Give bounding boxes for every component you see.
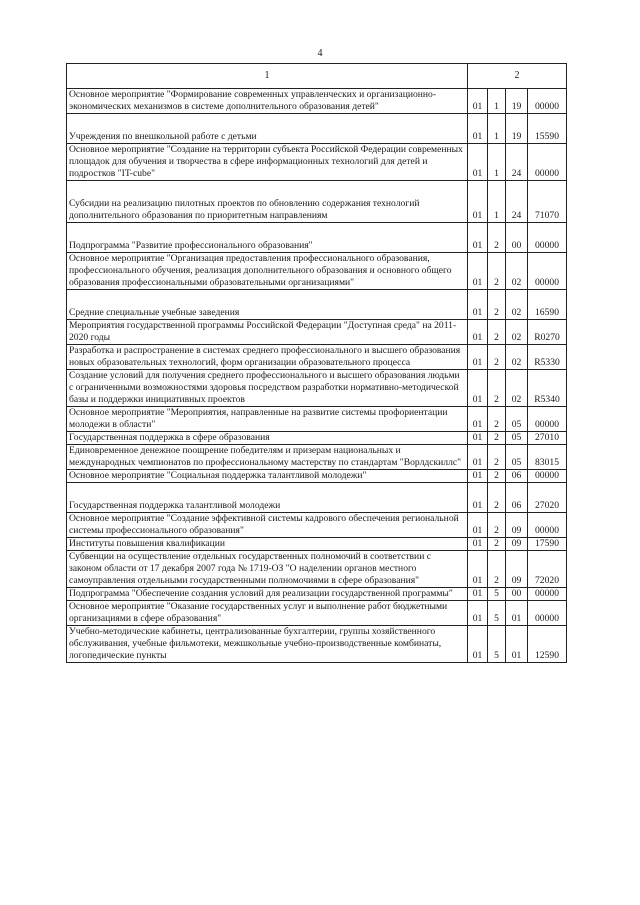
table-row bbox=[67, 601, 567, 626]
row-code-c1: 01 bbox=[468, 223, 488, 253]
row-code-c4: 00000 bbox=[528, 223, 567, 253]
row-code-c1: 01 bbox=[468, 114, 488, 144]
row-code-c3: 19 bbox=[506, 89, 528, 114]
row-code-c3: 01 bbox=[506, 601, 528, 626]
row-code-c2: 2 bbox=[488, 445, 506, 470]
row-name-text: Средние специальные учебные заведения bbox=[69, 307, 240, 318]
table-row bbox=[67, 253, 567, 290]
page-number: 4 bbox=[317, 48, 323, 59]
table-row bbox=[67, 223, 567, 253]
row-code-c4: 17590 bbox=[528, 538, 567, 551]
row-name: Учебно-методические кабинеты, централизованные бухгалтерии, группы хозяйственного обслуживания, учебные фильмотеки, межшкольные учебно-производственные комбинаты, логопедические пункты bbox=[67, 626, 468, 663]
row-code-c1: 01 bbox=[468, 181, 488, 223]
row-code-c1: 01 bbox=[468, 370, 488, 407]
row-code-c3: 24 bbox=[506, 181, 528, 223]
row-code-c3: 02 bbox=[506, 320, 528, 345]
row-code-c1: 01 bbox=[468, 144, 488, 181]
row-code-c1: 01 bbox=[468, 345, 488, 370]
budget-classification-table bbox=[66, 63, 567, 663]
row-code-c3: 00 bbox=[506, 588, 528, 601]
row-code-c1: 01 bbox=[468, 253, 488, 290]
table-row bbox=[67, 89, 567, 114]
row-name: Субвенции на осуществление отдельных государственных полномочий в соответствии с законом области от 17 декабря 2007 года № 1719-ОЗ "О наделении органов местного самоуправления отдельными государственными полномочиями в сфере образования" bbox=[67, 551, 468, 588]
row-code-c4: 16590 bbox=[528, 290, 567, 320]
row-code-c3: 19 bbox=[506, 114, 528, 144]
row-code-c1: 01 bbox=[468, 89, 488, 114]
table-row bbox=[67, 181, 567, 223]
table-row bbox=[67, 470, 567, 483]
row-code-c4: 27020 bbox=[528, 483, 567, 513]
row-code-c4: R0270 bbox=[528, 320, 567, 345]
row-spacer bbox=[69, 483, 465, 500]
row-spacer bbox=[69, 290, 465, 307]
row-name: Мероприятия государственной программы Российской Федерации "Доступная среда" на 2011-2020 годы bbox=[67, 320, 468, 345]
row-code-c4: 00000 bbox=[528, 601, 567, 626]
row-code-c4: 12590 bbox=[528, 626, 567, 663]
row-spacer bbox=[69, 181, 465, 198]
header-col-1: 1 bbox=[67, 64, 468, 89]
row-code-c4: 00000 bbox=[528, 513, 567, 538]
row-code-c2: 1 bbox=[488, 114, 506, 144]
row-name-text: Государственная поддержка талантливой молодежи bbox=[69, 500, 281, 511]
table-row bbox=[67, 626, 567, 663]
row-name bbox=[67, 290, 468, 320]
row-code-c3: 09 bbox=[506, 513, 528, 538]
row-name: Основное мероприятие "Мероприятия, направленные на развитие системы профориентации молодежи в области" bbox=[67, 407, 468, 432]
row-code-c4: 71070 bbox=[528, 181, 567, 223]
row-code-c4: 00000 bbox=[528, 407, 567, 432]
row-code-c1: 01 bbox=[468, 626, 488, 663]
row-code-c1: 01 bbox=[468, 320, 488, 345]
row-name bbox=[67, 181, 468, 223]
row-spacer bbox=[69, 114, 465, 131]
row-code-c1: 01 bbox=[468, 470, 488, 483]
row-code-c4: 00000 bbox=[528, 253, 567, 290]
row-name: Институты повышения квалификации bbox=[67, 538, 468, 551]
table-row bbox=[67, 290, 567, 320]
row-name: Подпрограмма "Обеспечение создания условий для реализации государственной программы" bbox=[67, 588, 468, 601]
row-code-c2: 2 bbox=[488, 290, 506, 320]
row-name bbox=[67, 483, 468, 513]
row-code-c3: 02 bbox=[506, 345, 528, 370]
row-code-c4: 83015 bbox=[528, 445, 567, 470]
row-name bbox=[67, 114, 468, 144]
row-code-c2: 1 bbox=[488, 89, 506, 114]
table-row bbox=[67, 538, 567, 551]
table-row bbox=[67, 370, 567, 407]
row-name: Разработка и распространение в системах среднего профессионального и высшего образования новых образовательных технологий, форм организации образовательного процесса bbox=[67, 345, 468, 370]
row-code-c2: 1 bbox=[488, 144, 506, 181]
row-name: Основное мероприятие "Создание эффективной системы кадрового обеспечения региональной системы профессионального образования" bbox=[67, 513, 468, 538]
row-code-c4: 00000 bbox=[528, 144, 567, 181]
row-name: Единовременное денежное поощрение победителям и призерам национальных и международных чемпионатов по профессиональному мастерству по стандартам "Ворлдскиллс" bbox=[67, 445, 468, 470]
row-code-c2: 5 bbox=[488, 626, 506, 663]
row-code-c4: 00000 bbox=[528, 470, 567, 483]
row-name: Государственная поддержка в сфере образования bbox=[67, 432, 468, 445]
row-name: Создание условий для получения среднего профессионального и высшего образования людьми с ограниченными возможностями здоровья посредством разработки нормативно-методической базы и поддержки инициативных проектов bbox=[67, 370, 468, 407]
row-name-text: Субсидии на реализацию пилотных проектов по обновлению содержания технологий дополнительного образования по приоритетным направлениям bbox=[69, 198, 420, 221]
row-code-c3: 06 bbox=[506, 483, 528, 513]
row-name: Основное мероприятие "Формирование современных управленческих и организационно-экономических механизмов в системе дополнительного образования детей" bbox=[67, 89, 468, 114]
row-code-c2: 1 bbox=[488, 181, 506, 223]
row-code-c3: 09 bbox=[506, 551, 528, 588]
row-name bbox=[67, 223, 468, 253]
row-code-c2: 5 bbox=[488, 601, 506, 626]
row-code-c1: 01 bbox=[468, 538, 488, 551]
table-row bbox=[67, 483, 567, 513]
table-row bbox=[67, 445, 567, 470]
row-name: Основное мероприятие "Организация предоставления профессионального образования, профессионального обучения, реализация дополнительного образования и основного общего образования профессиональными образовательными организациями" bbox=[67, 253, 468, 290]
row-code-c4: 15590 bbox=[528, 114, 567, 144]
row-code-c3: 05 bbox=[506, 407, 528, 432]
row-code-c1: 01 bbox=[468, 513, 488, 538]
row-code-c4: R5340 bbox=[528, 370, 567, 407]
row-code-c1: 01 bbox=[468, 483, 488, 513]
row-code-c2: 2 bbox=[488, 223, 506, 253]
row-name-text: Учреждения по внешкольной работе с детьми bbox=[69, 131, 257, 142]
row-code-c2: 2 bbox=[488, 470, 506, 483]
table-row bbox=[67, 551, 567, 588]
row-code-c3: 02 bbox=[506, 290, 528, 320]
row-name: Основное мероприятие "Создание на территории субъекта Российской Федерации современных площадок для обучения и творчества в сфере информационных технологий для детей и подростков "IT-cube" bbox=[67, 144, 468, 181]
row-code-c2: 2 bbox=[488, 253, 506, 290]
table-row bbox=[67, 513, 567, 538]
row-code-c2: 2 bbox=[488, 320, 506, 345]
row-name-text: Подпрограмма "Развитие профессионального образования" bbox=[69, 240, 313, 251]
table-row bbox=[67, 432, 567, 445]
row-code-c3: 02 bbox=[506, 253, 528, 290]
row-code-c2: 2 bbox=[488, 432, 506, 445]
row-code-c3: 06 bbox=[506, 470, 528, 483]
row-code-c3: 00 bbox=[506, 223, 528, 253]
table-row bbox=[67, 320, 567, 345]
row-code-c1: 01 bbox=[468, 445, 488, 470]
row-code-c1: 01 bbox=[468, 290, 488, 320]
row-code-c3: 05 bbox=[506, 432, 528, 445]
table-row bbox=[67, 114, 567, 144]
table-row bbox=[67, 407, 567, 432]
row-code-c1: 01 bbox=[468, 432, 488, 445]
row-code-c2: 2 bbox=[488, 513, 506, 538]
row-code-c2: 5 bbox=[488, 588, 506, 601]
table-header-row bbox=[67, 64, 567, 89]
row-code-c1: 01 bbox=[468, 551, 488, 588]
row-code-c2: 2 bbox=[488, 345, 506, 370]
row-code-c3: 09 bbox=[506, 538, 528, 551]
row-name: Основное мероприятие "Оказание государственных услуг и выполнение работ бюджетными организациями в сфере образования" bbox=[67, 601, 468, 626]
row-code-c4: 72020 bbox=[528, 551, 567, 588]
row-code-c3: 02 bbox=[506, 370, 528, 407]
row-code-c2: 2 bbox=[488, 370, 506, 407]
row-code-c2: 2 bbox=[488, 551, 506, 588]
row-code-c2: 2 bbox=[488, 407, 506, 432]
row-code-c3: 05 bbox=[506, 445, 528, 470]
row-code-c1: 01 bbox=[468, 601, 488, 626]
row-code-c1: 01 bbox=[468, 588, 488, 601]
table-row bbox=[67, 144, 567, 181]
row-code-c2: 2 bbox=[488, 483, 506, 513]
row-code-c4: 27010 bbox=[528, 432, 567, 445]
row-name: Основное мероприятие "Социальная поддержка талантливой молодежи" bbox=[67, 470, 468, 483]
row-spacer bbox=[69, 223, 465, 240]
row-code-c3: 01 bbox=[506, 626, 528, 663]
row-code-c4: 00000 bbox=[528, 588, 567, 601]
table-row bbox=[67, 345, 567, 370]
row-code-c4: R5330 bbox=[528, 345, 567, 370]
header-col-2: 2 bbox=[468, 64, 567, 89]
table-row bbox=[67, 588, 567, 601]
row-code-c1: 01 bbox=[468, 407, 488, 432]
row-code-c4: 00000 bbox=[528, 89, 567, 114]
row-code-c3: 24 bbox=[506, 144, 528, 181]
row-code-c2: 2 bbox=[488, 538, 506, 551]
